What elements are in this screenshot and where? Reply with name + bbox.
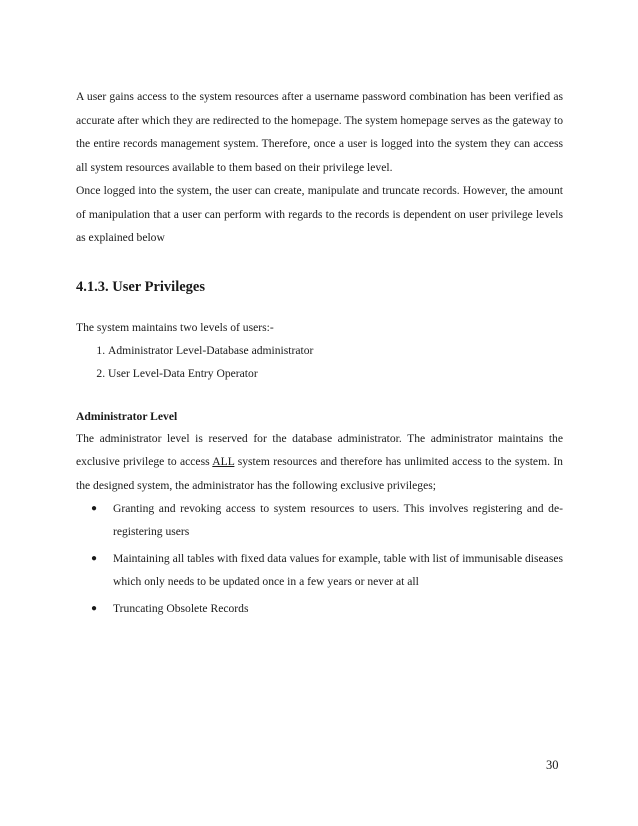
user-levels-list <box>76 339 563 385</box>
bullet-icon: ● <box>91 553 98 564</box>
list-item <box>91 497 563 543</box>
section-heading: 4.1.3. User Privileges <box>76 278 205 295</box>
admin-para-before: The administrator level is reserved for the database administrator. The administrator maintains the exclusive privilege to access <box>76 431 563 468</box>
list-item <box>91 597 563 620</box>
list-item: 2. User Level-Data Entry Operator <box>108 362 563 385</box>
paragraph-login-access: A user gains access to the system resources after a username password combination has been verified as accurate after which they are redirected to the homepage. The system homepage serves as the gateway to the entire records management system. Therefore, once a user is logged into the system they can access all system resources available to them based on their privilege level. <box>76 90 563 174</box>
admin-para-emphasis: ALL <box>212 455 235 468</box>
bullet-icon: ● <box>91 503 98 514</box>
list-item <box>91 547 563 593</box>
paragraph-record-manipulation: Once logged into the system, the user can create, manipulate and truncate records. However, the amount of manipulation that a user can perform with regards to the records is dependent on user privilege levels as explained below <box>76 184 563 244</box>
admin-subheading: Administrator Level <box>76 409 178 423</box>
document-page <box>76 85 563 624</box>
levels-intro: The system maintains two levels of users:- <box>76 320 274 334</box>
privilege-text: Granting and revoking access to system resources to users. This involves registering and de-registering users <box>113 502 563 538</box>
paragraph-admin-level <box>76 427 563 498</box>
list-item: 1. Administrator Level-Database administrator <box>108 339 563 362</box>
admin-privileges-list <box>76 497 563 620</box>
page-number: 30 <box>546 758 559 772</box>
bullet-icon: ● <box>91 603 98 614</box>
admin-para-after: system resources and therefore has unlimited access to the system. In the designed system, the administrator has the following exclusive privileges; <box>76 455 563 492</box>
privilege-text: Truncating Obsolete Records <box>113 602 249 615</box>
privilege-text: Maintaining all tables with fixed data values for example, table with list of immunisable diseases which only needs to be updated once in a few years or never at all <box>113 552 563 588</box>
